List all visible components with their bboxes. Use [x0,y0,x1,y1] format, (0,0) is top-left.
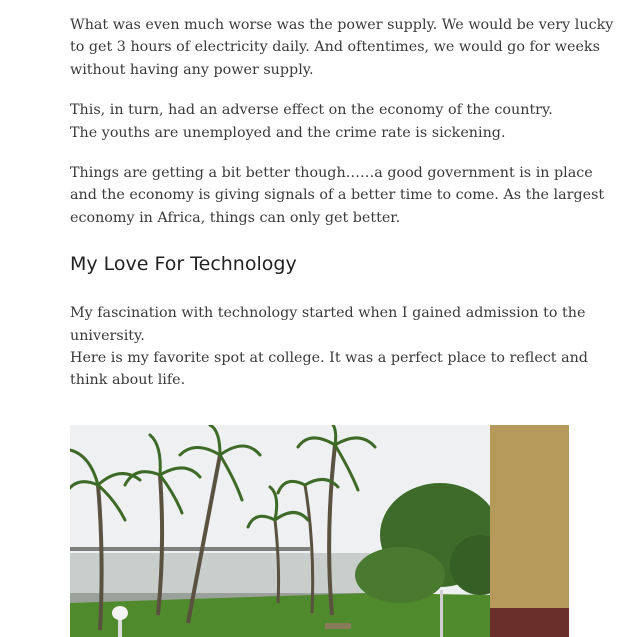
photo-wall [490,425,569,608]
text-line: Things are getting a bit better though……a good government is in place [70,165,593,182]
photo-lamp-post [440,590,443,637]
text-line: without having any power supply. [70,61,314,78]
photo-tree-canopy [355,547,445,603]
text-line: and the economy is giving signals of a better time to come. As the largest [70,187,605,204]
text-line: My fascination with technology started when I gained admission to the [70,305,586,322]
article-content [70,14,614,410]
text-line: The youths are unemployed and the crime rate is sickening. [70,124,506,141]
text-line: economy in Africa, things can only get better. [70,209,401,226]
photo-lamp-head [112,606,128,620]
text-line: Here is my favorite spot at college. It was a perfect place to reflect and [70,350,588,367]
paragraph-power-supply [70,14,614,81]
photo-bridge [70,547,310,551]
paragraph-economy [70,99,570,144]
text-line: think about life. [70,372,186,389]
paragraph-getting-better [70,162,605,229]
paragraph-technology [70,302,588,392]
section-heading: My Love For Technology [70,253,297,276]
text-line: What was even much worse was the power supply. We would be very lucky [70,17,614,33]
college-photo [70,425,569,637]
text-line: to get 3 hours of electricity daily. And oftentimes, we would go for weeks [70,39,600,56]
photo-bench [325,623,351,629]
text-line: This, in turn, had an adverse effect on the economy of the country. [70,102,553,119]
text-line: university. [70,327,145,344]
photo-brick-base [490,608,569,637]
